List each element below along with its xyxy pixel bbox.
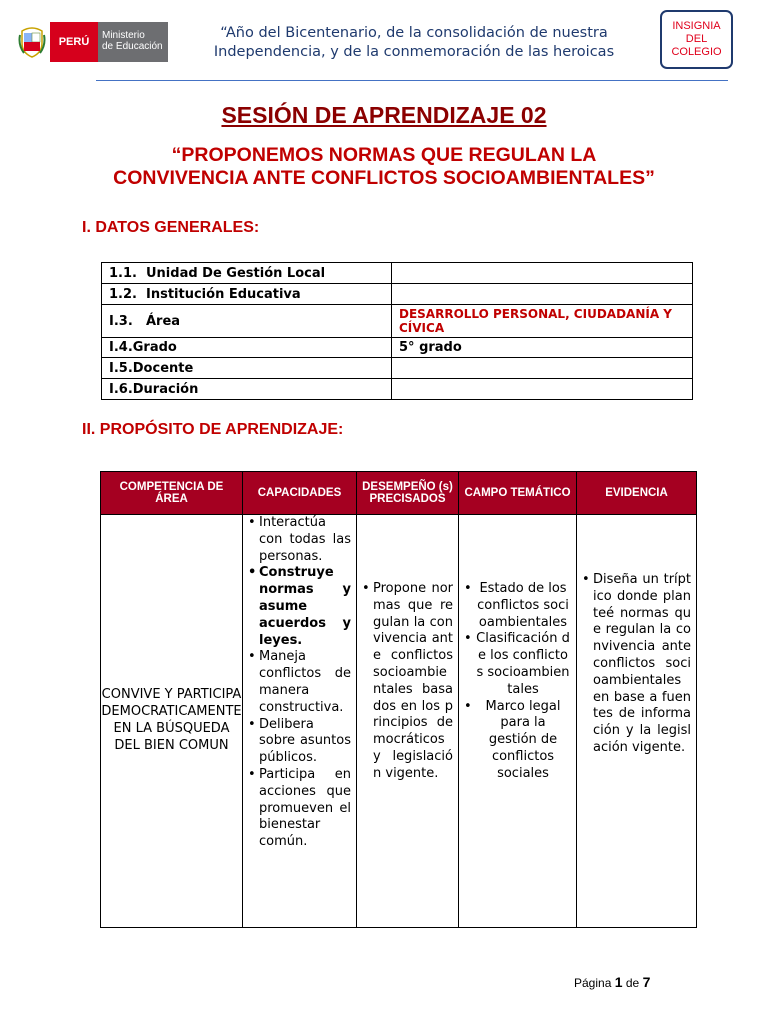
desempeno-cell [357, 515, 459, 928]
header-competencia: COMPETENCIA DE ÁREA [101, 472, 243, 515]
insignia-label: INSIGNIA DEL COLEGIO [671, 20, 722, 58]
campo-tematico-list [464, 581, 571, 783]
list-item: • Diseña un tríptico donde planteé normas que regulan la convivencia ante conflictos socioambientales en base a fuentes de información y la legislación vigente. [582, 572, 691, 757]
section-heading-proposito: II. PROPÓSITO DE APRENDIZAJE: [82, 421, 344, 438]
row-value [392, 263, 693, 284]
row-label: I.6.Duración [102, 379, 392, 400]
capacidades-list [248, 515, 351, 851]
peru-label: PERÚ [50, 22, 98, 62]
table-row [101, 515, 697, 928]
row-value [392, 379, 693, 400]
list-item: • Clasificación de los conflictos socioambientales [464, 631, 571, 698]
ministry-label: Ministerio de Educación [98, 22, 168, 62]
table-row [102, 305, 693, 338]
table-header-row [101, 472, 697, 515]
list-item: • Marco legal para la gestión de conflictos sociales [464, 699, 571, 783]
list-item: • Interactúa con todas las personas. [248, 515, 351, 565]
row-value: DESARROLLO PERSONAL, CIUDADANÍA Y CÍVICA [392, 305, 693, 338]
header-divider [96, 80, 728, 81]
list-item: • Maneja conflictos de manera constructiva. [248, 649, 351, 716]
header-campo-tematico: CAMPO TEMÁTICO [459, 472, 577, 515]
table-row [102, 263, 693, 284]
year-motto: “Año del Bicentenario, de la consolidación de nuestra Independencia, y de la conmemoración de las heroicas [213, 25, 615, 60]
row-label: I.5.Docente [102, 358, 392, 379]
list-item: • Construye normas y asume acuerdos y leyes. [248, 565, 351, 649]
row-label: I.3. Área [102, 305, 392, 338]
table-row [102, 358, 693, 379]
row-label: 1.1. Unidad De Gestión Local [102, 263, 392, 284]
session-title: SESIÓN DE APRENDIZAJE 02 [221, 102, 547, 128]
section-heading-datos-generales: I. DATOS GENERALES: [82, 219, 260, 236]
row-value: 5° grado [392, 338, 693, 358]
header-evidencia: EVIDENCIA [577, 472, 697, 515]
table-row [102, 338, 693, 358]
capacidades-cell [243, 515, 357, 928]
competencia-text: CONVIVE Y PARTICIPA DEMOCRATICAMENTE EN LA BÚSQUEDA DEL BIEN COMUN [101, 687, 242, 753]
table-row [102, 284, 693, 305]
campo-tematico-cell [459, 515, 577, 928]
evidencia-list [582, 572, 691, 757]
evidencia-cell [577, 515, 697, 928]
learning-purpose-table [100, 471, 697, 928]
list-item: • Delibera sobre asuntos públicos. [248, 717, 351, 767]
row-value [392, 358, 693, 379]
list-item: • Participa en acciones que promueven el bienestar común. [248, 767, 351, 851]
page-number: Página 1 de 7 [574, 974, 651, 990]
session-topic: “PROPONEMOS NORMAS QUE REGULAN LA CONVIVENCIA ANTE CONFLICTOS SOCIOAMBIENTALES” [113, 144, 655, 189]
header-capacidades: CAPACIDADES [243, 472, 357, 515]
row-label: 1.2. Institución Educativa [102, 284, 392, 305]
competencia-cell [101, 515, 243, 928]
general-data-table [101, 262, 693, 400]
row-value [392, 284, 693, 305]
table-row [102, 379, 693, 400]
minedu-logo [14, 22, 168, 62]
list-item: • Propone normas que regulan la convivencia ante conflictos socioambientales basados en los principios democráticos y legislación vigente. [362, 581, 453, 783]
header-desempeno: DESEMPEÑO (s) PRECISADOS [357, 472, 459, 515]
school-insignia-box [660, 10, 733, 69]
desempeno-list [362, 581, 453, 783]
row-label: I.4.Grado [102, 338, 392, 358]
list-item: • Estado de los conflictos socioambientales [464, 581, 571, 631]
peru-coat-of-arms-icon [14, 22, 50, 62]
